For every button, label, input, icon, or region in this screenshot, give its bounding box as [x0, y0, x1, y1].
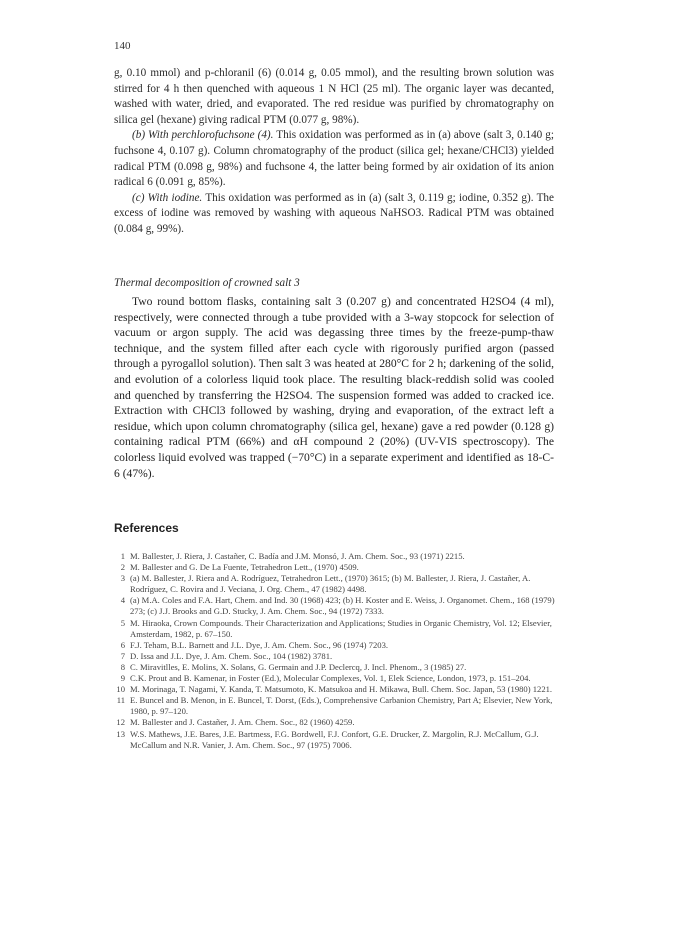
experimental-continuation	[114, 66, 554, 238]
reference-item	[114, 684, 564, 695]
paragraph-label: (b) With perchlorofuchsone (4).	[132, 129, 274, 142]
paragraph-b	[114, 128, 554, 190]
reference-text: W.S. Mathews, J.E. Bares, J.E. Bartmess, F.G. Bordwell, F.J. Confort, G.E. Drucker, Z. Margolin, R.J. McCallum, G.J. McCallum and N.R. Vanier, J. Am. Chem. Soc., 97 (1975) 7006.	[130, 728, 539, 750]
reference-number: 6	[120, 639, 125, 650]
reference-text: C. Miravitlles, E. Molins, X. Solans, G. Germain and J.P. Declercq, J. Incl. Phenom., 3 (1985) 27.	[130, 661, 467, 672]
reference-item	[114, 573, 564, 595]
reference-text: (a) M.A. Coles and F.A. Hart, Chem. and Ind. 30 (1968) 423; (b) H. Koster and E. Weiss, J. Organomet. Chem., 168 (1979) 273; (c) J.J. Brooks and G.D. Stucky, J. Am. Chem. Soc., 94 (1972) 7333.	[130, 595, 555, 617]
reference-item	[114, 651, 564, 662]
reference-text: F.J. Teham, B.L. Barnett and J.L. Dye, J. Am. Chem. Soc., 96 (1974) 7203.	[130, 639, 389, 650]
reference-text: M. Hiraoka, Crown Compounds. Their Characterization and Applications; Studies in Organic Chemistry, Vol. 12; Elsevier, Amsterdam, 1982, p. 67–150.	[130, 617, 552, 639]
reference-number: 5	[120, 617, 125, 628]
reference-text: M. Morinaga, T. Nagami, Y. Kanda, T. Matsumoto, K. Matsukoa and H. Mikawa, Bull. Chem. Soc. Japan, 53 (1980) 1221.	[130, 684, 553, 695]
section-heading: Thermal decomposition of crowned salt 3	[114, 277, 300, 289]
paragraph-text: g, 0.10 mmol) and p-chloranil (6) (0.014 g, 0.05 mmol), and the resulting brown solution was stirred for 4 h then quenched with aqueous 1 N HCl (25 ml). The organic layer was decanted, washed with water, dried, and evaporated. The red residue was purified by chromatography on silica gel (hexane) giving radical PTM (0.077 g, 98%).	[114, 67, 554, 126]
reference-number: 8	[120, 661, 125, 672]
paragraph-label: (c) With iodine.	[132, 191, 203, 204]
reference-number: 10	[116, 684, 125, 695]
reference-text: E. Buncel and B. Menon, in E. Buncel, T. Dorst, (Eds.), Comprehensive Carbanion Chemistry, Part A; Elsevier, New York, 1980, p. 97–120.	[130, 695, 553, 717]
reference-item	[114, 673, 564, 684]
reference-number: 11	[116, 695, 125, 706]
reference-number: 12	[116, 717, 125, 728]
reference-number: 9	[120, 673, 125, 684]
reference-text: M. Ballester and G. De La Fuente, Tetrahedron Lett., (1970) 4509.	[130, 562, 359, 573]
reference-item	[114, 640, 564, 651]
reference-item	[114, 595, 564, 617]
reference-number: 1	[120, 551, 125, 561]
reference-text: (a) M. Ballester, J. Riera and A. Rodríguez, Tetrahedron Lett., (1970) 3615; (b) M. Ballester, J. Riera, J. Castañer, A. Rodríguez, C. Rovira and J. Veciana, J. Org. Chem., 47 (1982) 4498.	[130, 573, 531, 595]
paragraph-c	[114, 191, 554, 238]
reference-text: D. Issa and J.L. Dye, J. Am. Chem. Soc., 104 (1982) 3781.	[130, 650, 333, 661]
reference-item	[114, 551, 564, 562]
reference-text: M. Ballester, J. Riera, J. Castañer, C. Badía and J.M. Monsó, J. Am. Chem. Soc., 93 (1971) 2215.	[130, 551, 465, 561]
section-paragraph: Two round bottom flasks, containing salt 3 (0.207 g) and concentrated H2SO4 (4 ml), respectively, were connected through a tube provided with a 3-way stopcock for selection of vacuum or argon supply. The acid was degassing three times by the freeze-pump-thaw technique, and the system filled after each cycle with rigorously purified argon (passed through a pyrogallol solution). Then salt 3 was heated at 280°C for 2 h; darkening of the solid, and evolution of a colorless liquid took place. The resulting black-reddish solid was cooled and quenched by transferring the H2SO4. The suspension formed was added to cracked ice. Extraction with CHCl3 followed by washing, drying and evaporation, of the extract left a residue, which upon column chromatography (silica gel, hexane) gave a red powder (0.128 g) containing radical PTM (66%) and αH compound 2 (20%) (UV-VIS spectroscopy). The colorless liquid evolved was trapped (−70°C) in a separate experiment and identified as 18-C-6 (47%).	[114, 295, 554, 480]
reference-number: 3	[120, 573, 125, 584]
reference-number: 7	[120, 650, 125, 661]
paragraph-text: This oxidation was performed as in (a) (salt 3, 0.119 g; iodine, 0.352 g). The excess of iodine was removed by washing with aqueous NaHSO3. Radical PTM was obtained (0.084 g, 99%).	[114, 191, 554, 235]
reference-item	[114, 729, 564, 751]
reference-text: C.K. Prout and B. Kamenar, in Foster (Ed.), Molecular Complexes, Vol. 1, Elek Science, London, 1973, p. 151–204.	[130, 673, 531, 684]
reference-item	[114, 717, 564, 728]
references-list	[114, 551, 564, 751]
reference-item	[114, 695, 564, 717]
reference-number: 13	[116, 728, 125, 739]
reference-text: M. Ballester and J. Castañer, J. Am. Chem. Soc., 82 (1960) 4259.	[130, 717, 355, 728]
page-number: 140	[114, 40, 131, 52]
paragraph-text: This oxidation was performed as in (a) above (salt 3, 0.140 g; fuchsone 4, 0.107 g). Column chromatography of the product (silica gel; hexane/CHCl3) yielded radical PTM (0.098 g, 98%) and fuchsone 4, the latter being formed by air oxidation of its anion radical 6 (0.091 g, 85%).	[114, 129, 554, 189]
reference-number: 4	[120, 595, 125, 606]
reference-number: 2	[120, 562, 125, 573]
paragraph-a-continuation	[114, 66, 554, 128]
reference-item	[114, 662, 564, 673]
section-body	[114, 294, 554, 481]
reference-item	[114, 562, 564, 573]
references-heading: References	[114, 521, 179, 535]
reference-item	[114, 618, 564, 640]
